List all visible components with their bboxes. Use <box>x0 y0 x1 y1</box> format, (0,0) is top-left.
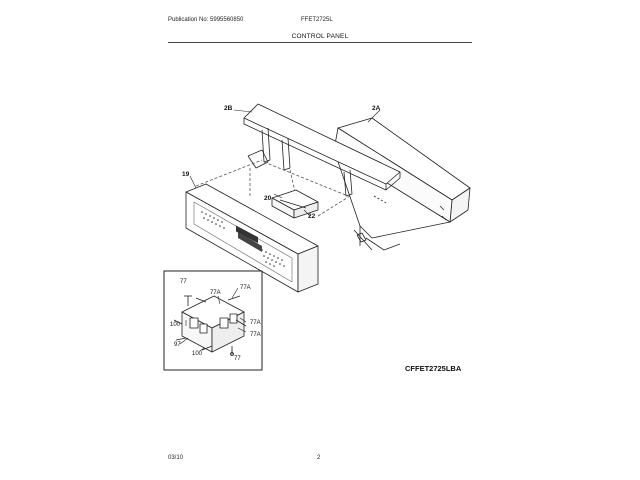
callout-97: 97 <box>174 342 181 348</box>
callout-22: 22 <box>308 213 316 220</box>
callout-77A-left: 77A <box>210 290 221 296</box>
callout-77-top: 77 <box>180 279 187 285</box>
callout-77A-low: 77A <box>250 332 261 338</box>
callout-77-bottom: 77 <box>234 356 241 362</box>
callout-2A: 2A <box>372 105 381 112</box>
control-housing-2A <box>334 118 470 250</box>
callout-19: 19 <box>182 171 190 178</box>
publication-number: Publication No: 5995560850 <box>168 17 244 23</box>
callout-77A-mid: 77A <box>250 320 261 326</box>
callout-20: 20 <box>264 195 272 202</box>
section-title: CONTROL PANEL <box>291 33 349 40</box>
callout-77A-right: 77A <box>240 285 251 291</box>
callout-100-bottom: 100 <box>192 351 203 357</box>
footer-page-number: 2 <box>317 455 321 461</box>
callout-2B: 2B <box>224 105 233 112</box>
footer-date: 03/10 <box>168 455 184 461</box>
diagram-model-code: CFFET2725LBA <box>405 364 462 373</box>
model-number: FFET2725L <box>301 17 333 23</box>
callout-100-left: 100 <box>170 322 181 328</box>
